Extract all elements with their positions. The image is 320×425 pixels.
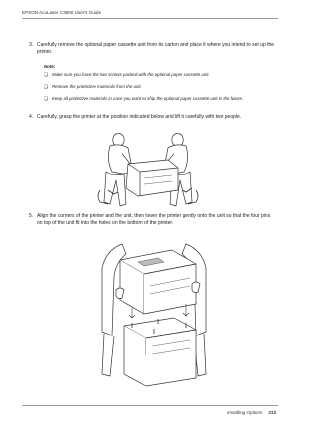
checkbox-bullet-icon: ❑ — [44, 72, 48, 77]
step-text: Align the corners of the printer and the unit, then lower the printer gently onto the unit so that the four pins on top of the unit fit into the holes on the bottom of the printer. — [37, 213, 271, 226]
footer-section: Installing Options — [227, 410, 263, 415]
note-heading: Note: — [44, 64, 56, 69]
running-header: EPSON AcuLaser C3800 User's Guide — [22, 10, 102, 15]
note-text: Remove the protective materials from the unit. — [52, 84, 142, 89]
running-footer — [227, 410, 276, 415]
checkbox-bullet-icon: ❑ — [44, 96, 48, 101]
step-4 — [29, 114, 277, 121]
note-text: Make sure you have the two screws packed with the optional paper cassette unit. — [52, 72, 210, 77]
footer-divider — [22, 405, 278, 406]
step-number: 5. — [29, 213, 34, 219]
header-divider — [22, 18, 278, 19]
step-3 — [29, 42, 277, 55]
step-number: 3. — [29, 42, 34, 48]
checkbox-bullet-icon: ❑ — [44, 84, 48, 89]
note-text: Keep all protective materials in case you want to ship the optional paper cassette unit in the future. — [52, 96, 244, 101]
step-text: Carefully, grasp the printer at the position indicated below and lift it carefully with two people. — [37, 114, 242, 120]
step-5 — [29, 213, 277, 226]
step-number: 4. — [29, 114, 34, 120]
page-number: 213 — [268, 410, 276, 415]
align-printer-illustration — [98, 238, 210, 388]
step-text: Carefully remove the optional paper cassette unit from its carton and place it where you intend to set up the printer. — [37, 42, 275, 55]
lift-printer-illustration — [92, 132, 212, 208]
